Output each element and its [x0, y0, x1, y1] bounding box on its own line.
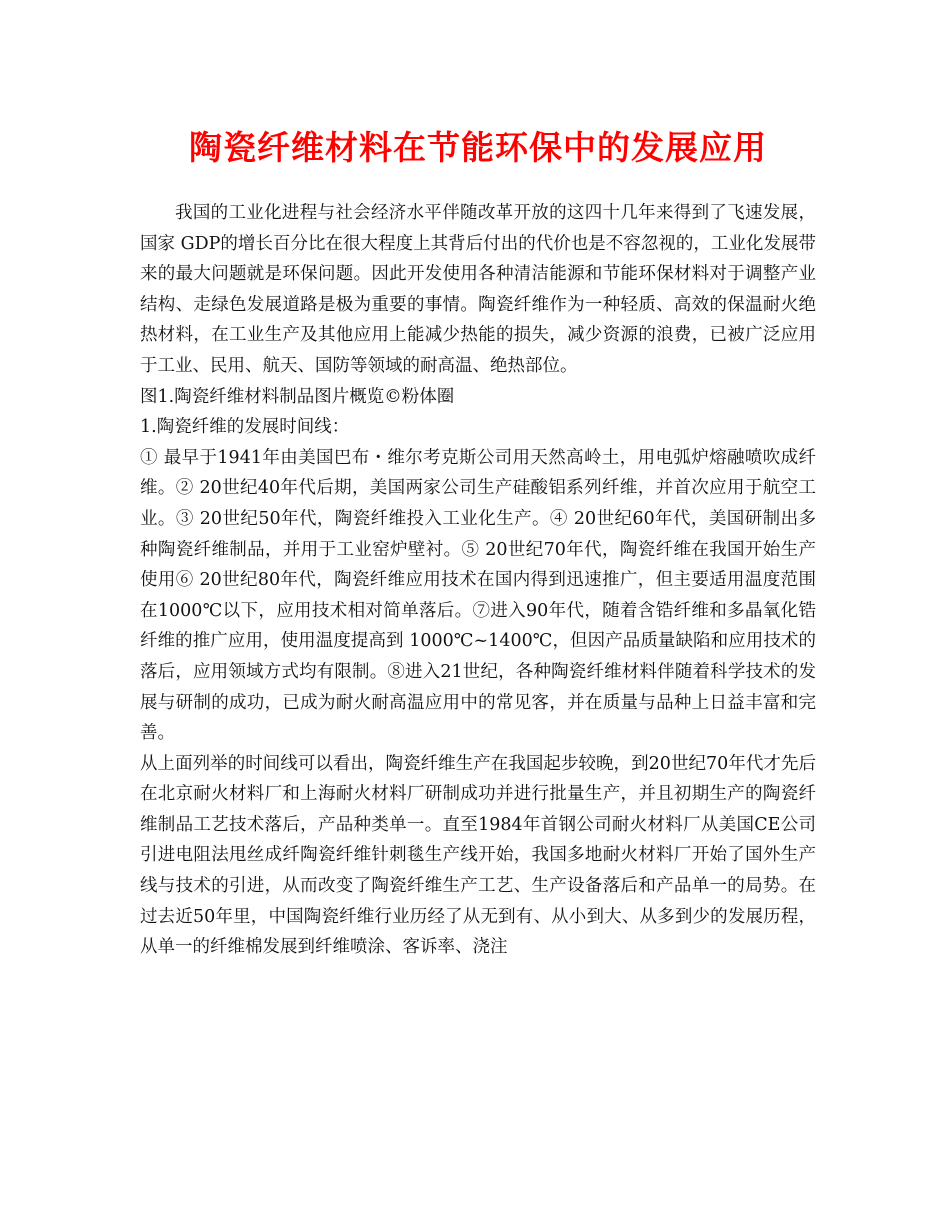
history-paragraph: 从上面列举的时间线可以看出，陶瓷纤维生产在我国起步较晚，到20世纪70年代才先后在北京耐火材料厂和上海耐火材料厂研制成功并进行批量生产，并且初期生产的陶瓷纤维制品工艺技术落后，产品种类单一。直至1984年首钢公司耐火材料厂从美国CE公司引进电阻法甩丝成纤陶瓷纤维针刺毯生产线开始，我国多地耐火材料厂开始了国外生产线与技术的引进，从而改变了陶瓷纤维生产工艺、生产设备落后和产品单一的局势。在过去近50年里，中国陶瓷纤维行业历经了从无到有、从小到大、从多到少的发展历程，从单一的纤维棉发展到纤维喷涂、客诉率、浇注 [140, 753, 816, 958]
document-page [140, 118, 816, 963]
intro-paragraph: 我国的工业化进程与社会经济水平伴随改革开放的这四十几年来得到了飞速发展，国家 GDP的增长百分比在很大程度上其背后付出的代价也是不容忽视的，工业化发展带来的最大问题就是环保问题。因此开发使用各种清洁能源和节能环保材料对于调整产业结构、走绿色发展道路是极为重要的事情。陶瓷纤维作为一种轻质、高效的保温耐火绝热材料，在工业生产及其他应用上能减少热能的损失，减少资源的浪费，已被广泛应用于工业、民用、航天、国防等领域的耐高温、绝热部位。 [140, 203, 816, 376]
section-heading: 1.陶瓷纤维的发展时间线： [140, 417, 350, 438]
figure-caption: 图1.陶瓷纤维材料制品图片概览©粉体圈 [140, 386, 455, 407]
timeline-paragraph: ① 最早于1941年由美国巴布・维尔考克斯公司用天然高岭土，用电弧炉熔融喷吹成纤维。② 20世纪40年代后期，美国两家公司生产硅酸铝系列纤维，并首次应用于航空工业。③ 20世纪50年代，陶瓷纤维投入工业化生产。④ 20世纪60年代，美国研制出多种陶瓷纤维制品，并用于工业窑炉壁衬。⑤ 20世纪70年代，陶瓷纤维在我国开始生产使用⑥ 20世纪80年代，陶瓷纤维应用技术在国内得到迅速推广，但主要适用温度范围在1000℃以下，应用技术相对简单落后。⑦进入90年代，随着含锆纤维和多晶氧化锆纤维的推广应用，使用温度提高到 1000℃~1400℃，但因产品质量缺陷和应用技术的落后，应用领域方式均有限制。⑧进入21世纪，各种陶瓷纤维材料伴随着科学技术的发展与研制的成功，已成为耐火耐高温应用中的常见客，并在质量与品种上日益丰富和完善。 [140, 447, 816, 744]
document-title: 陶瓷纤维材料在节能环保中的发展应用 [189, 128, 767, 167]
